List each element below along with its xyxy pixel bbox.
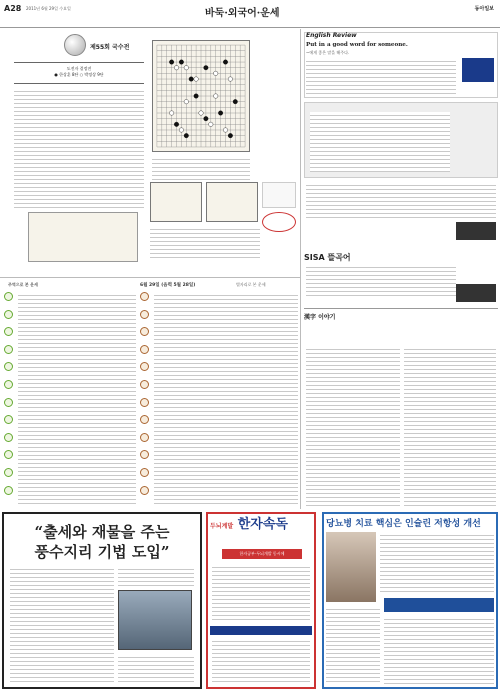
ad-hanja-schedule: [212, 638, 310, 684]
baduk-match: 도전자 결정전: [66, 66, 92, 71]
star-sign-icon: [140, 362, 149, 371]
brand-name: 동아일보: [474, 6, 494, 12]
fortune-right-title: 별자리로 본 운세: [236, 282, 266, 287]
section-title: 바둑·외국어·운세: [205, 8, 280, 19]
baduk-title: 제55회 국수전: [90, 44, 130, 51]
ad-hanja-subtitle: 한자공부·두뇌개발 동시에: [222, 549, 302, 559]
ad-diabetes-photo: [326, 532, 376, 602]
black-stone: [228, 133, 233, 138]
white-stone: [184, 99, 189, 104]
hanja-title: 漢字 이야기: [304, 314, 336, 321]
english-examples: [306, 58, 456, 94]
ad-fengshui-photo: [118, 590, 192, 650]
hanja-text-col2: [404, 346, 496, 506]
baduk-logo-icon: [64, 34, 86, 56]
white-stone: [169, 111, 174, 116]
zodiac-animal-icon: [4, 345, 13, 354]
black-stone: [233, 99, 238, 104]
japanese-lower-text: [306, 182, 496, 218]
zodiac-column: [4, 292, 16, 504]
white-stone: [179, 128, 184, 133]
star-sign-icon: [140, 310, 149, 319]
ad-diabetes-title: 당뇨병 치료 핵심은 인슐린 저항성 개선: [326, 519, 481, 529]
black-stone: [179, 60, 184, 65]
baduk-board-ref1: [150, 182, 202, 222]
fortune-center-title: 6월 29일 (음력 5월 28일): [140, 283, 196, 288]
english-review-title: English Review: [306, 32, 357, 39]
japanese-ad-badge: [456, 222, 496, 240]
section-divider: [0, 277, 300, 278]
white-stone: [213, 94, 218, 99]
ad-hanja-title-pre: 두뇌계발: [210, 523, 234, 530]
column-divider: [300, 29, 301, 509]
white-stone: [184, 65, 189, 70]
star-column: [140, 292, 152, 504]
black-stone: [184, 133, 189, 138]
star-sign-icon: [140, 292, 149, 301]
japanese-text: [310, 112, 450, 172]
black-stone: [194, 94, 199, 99]
ad-fengshui-body2: [118, 566, 194, 586]
ad-diabetes-body2: [326, 606, 380, 684]
white-stone: [194, 77, 199, 82]
baduk-commentary: [14, 88, 144, 208]
page-date: 2011년 6월 29일 수요일: [26, 6, 71, 11]
black-stone: [169, 60, 174, 65]
ad-hanja-body: [212, 564, 310, 622]
ad-hanja-stripe: [210, 626, 312, 635]
zodiac-animal-icon: [4, 415, 13, 424]
white-stone: [213, 71, 218, 76]
ad-fengshui-body: [10, 566, 114, 682]
fortune-star-text: [154, 292, 298, 504]
ad-diabetes-body: [380, 532, 494, 594]
star-sign-icon: [140, 415, 149, 424]
hanja-text-col1: [306, 346, 400, 506]
white-stone: [174, 65, 179, 70]
white-stone: [209, 122, 214, 127]
star-sign-icon: [140, 398, 149, 407]
black-stone: [189, 77, 194, 82]
star-sign-icon: [140, 486, 149, 495]
baduk-players: ● 한상훈 8단 ○ 박정상 9단: [54, 72, 104, 77]
ad-fengshui-title-line2: 풍수지리 기법 도입”: [34, 543, 170, 561]
black-stone: [204, 65, 209, 70]
baduk-board-main: [152, 40, 250, 152]
zodiac-animal-icon: [4, 486, 13, 495]
zodiac-animal-icon: [4, 292, 13, 301]
sisa-title: SISA 뜰곡어: [304, 253, 351, 262]
black-stone: [174, 122, 179, 127]
baduk-caption: [152, 156, 250, 180]
star-sign-icon: [140, 345, 149, 354]
english-korean: ~에게 좋은 말을 해주다.: [306, 50, 350, 55]
baduk-ref-text: [150, 226, 260, 260]
ad-hanja-title: [210, 518, 312, 534]
ad-fengshui-title-line1: “출세와 재물을 주는: [34, 523, 170, 541]
sponsor-logos: [262, 182, 296, 258]
zodiac-animal-icon: [4, 433, 13, 442]
white-stone: [228, 77, 233, 82]
fortune-zodiac-text: [18, 292, 136, 504]
star-sign-icon: [140, 450, 149, 459]
star-sign-icon: [140, 380, 149, 389]
star-sign-icon: [140, 327, 149, 336]
zodiac-animal-icon: [4, 450, 13, 459]
zodiac-animal-icon: [4, 362, 13, 371]
ad-fengshui-contact: [118, 654, 194, 684]
star-sign-icon: [140, 468, 149, 477]
ad-diabetes-banner: [384, 598, 494, 612]
baduk-inset-board: [28, 212, 138, 262]
zodiac-animal-icon: [4, 398, 13, 407]
zodiac-animal-icon: [4, 380, 13, 389]
sisa-text: [306, 264, 456, 298]
fortune-left-title: 주역으로 본 운세: [8, 282, 38, 287]
page-number: A28: [4, 4, 22, 13]
black-stone: [204, 116, 209, 121]
zodiac-animal-icon: [4, 327, 13, 336]
sisa-ad-badge: [456, 284, 496, 302]
ad-diabetes-contact: [384, 616, 494, 684]
white-stone: [199, 111, 204, 116]
baduk-match-box: [14, 62, 144, 84]
baduk-board-ref2: [206, 182, 258, 222]
black-stone: [218, 111, 223, 116]
english-headline: Put in a good word for someone.: [306, 42, 408, 48]
zodiac-animal-icon: [4, 468, 13, 477]
zodiac-animal-icon: [4, 310, 13, 319]
star-sign-icon: [140, 433, 149, 442]
white-stone: [223, 128, 228, 133]
ad-fengshui-title: [10, 522, 194, 562]
english-ad-badge: [462, 58, 494, 82]
black-stone: [223, 60, 228, 65]
ad-hanja-title-main: 한자속독: [237, 517, 288, 532]
